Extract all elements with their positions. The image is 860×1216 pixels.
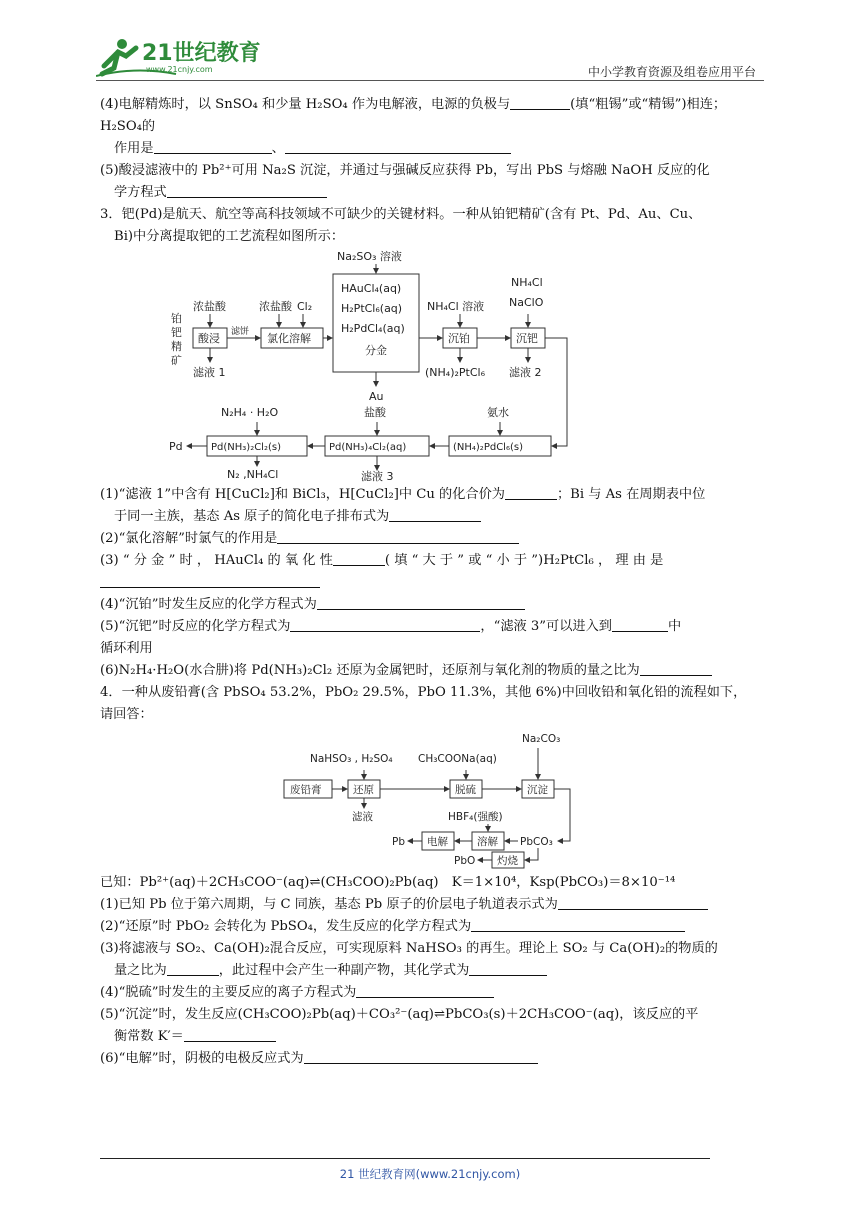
page-content <box>100 94 764 1070</box>
q4-part3: (3)将滤液与 SO₂、Ca(OH)₂混合反应，可实现原料 NaHSO₃ 的再生。理论上 SO₂ 与 Ca(OH)₂的物质的 <box>100 941 718 956</box>
q4-part1: (1)已知 Pb 位于第六周期，与 C 同族，基态 Pb 原子的价层电子轨道表示式为 <box>100 894 764 916</box>
q3-intro: 3．钯(Pd)是航天、航空等高科技领域不可缺少的关键材料。一种从铂钯精矿(含有 Pt、Pd、Au、Cu、 <box>100 207 702 222</box>
pd-label: Pd <box>169 440 183 453</box>
pd-nh3-4-label: Pd(NH₃)₄Cl₂(aq) <box>329 442 407 453</box>
header-divider <box>96 80 764 81</box>
q3-part1: (1)“滤液 1”中含有 H[CuCl₂]和 BiCl₃，H[CuCl₂]中 Cu 的化合价为 ；Bi 与 As 在周期表中位 <box>100 487 706 502</box>
filter-cake-label: 滤饼 <box>231 327 250 337</box>
q3-part1-cont: 于同一主族，基态 As 原子的简化电子排布式为 <box>100 506 764 528</box>
q4-intro: 4．一种从废铅膏(含 PbSO₄ 53.2%，PbO₂ 29.5%，PbO 11.3%，其他 6%)中回收铅和氧化铅的流程如下， <box>100 685 747 700</box>
hauCl4-label: HAuCl₄(aq) <box>341 282 402 295</box>
q3-part2: (2)“氯化溶解”时氯气的作用是 <box>100 528 764 550</box>
reagents1-label: NaHSO₃ , H₂SO₄ <box>310 753 393 765</box>
pbo-label: PbO <box>454 855 476 867</box>
ore-char-3: 精 <box>171 340 182 353</box>
electrolysis-label: 电解 <box>427 836 448 848</box>
q4-part5: (5)“沉淀”时，发生反应(CH₃COO)₂Pb(aq)＋CO₃²⁻(aq)⇌PbCO₃(s)＋2CH₃COO⁻(aq)，该反应的平 <box>100 1007 699 1022</box>
h2pdcl4-label: H₂PdCl₄(aq) <box>341 322 405 335</box>
q3-part4: (4)“沉铂”时发生反应的化学方程式为 <box>100 594 764 616</box>
hydrazine-label: N₂H₄ · H₂O <box>221 406 279 419</box>
q3-part5: (5)“沉钯”时反应的化学方程式为 ，“滤液 3”可以进入到 中 <box>100 619 682 634</box>
q4-intro-cont: 请回答： <box>100 707 153 722</box>
reduce-label: 还原 <box>353 784 374 796</box>
q3-part6: (6)N₂H₄·H₂O(水合肼)将 Pd(NH₃)₂Cl₂ 还原为金属钯时，还原剂与氧化剂的物质的量之比为 <box>100 660 764 682</box>
q4-part2: (2)“还原”时 PbO₂ 会转化为 PbSO₄，发生反应的化学方程式为 <box>100 916 764 938</box>
q4-part3-cont: 量之比为 ，此过程中会产生一种副产物，其化学式为 <box>100 960 764 982</box>
gold-sep-label: 分金 <box>365 344 387 357</box>
n2-nh4cl-label: N₂ ,NH₄Cl <box>227 468 279 481</box>
q4-known: 已知：Pb²⁺(aq)＋2CH₃COO⁻(aq)⇌(CH₃COO)₂Pb(aq) K＝1×10⁴，Ksp(PbCO₃)＝8×10⁻¹⁴ <box>100 875 676 890</box>
ore-char-2: 钯 <box>171 326 182 339</box>
pd-precip-label: 沉钯 <box>516 332 538 345</box>
cl2-label: Cl₂ <box>297 300 313 313</box>
runner-logo-icon <box>96 36 266 80</box>
na2co3-label: Na₂CO₃ <box>522 733 561 745</box>
footer-divider <box>100 1158 710 1159</box>
q2-part4-cont: 作用是 、 <box>100 138 764 160</box>
pt-precip-label: 沉铂 <box>448 332 470 345</box>
q4-part4: (4)“脱硫”时发生的主要反应的离子方程式为 <box>100 982 764 1004</box>
acid-leach-label: 酸浸 <box>198 332 220 345</box>
ch3coona-label: CH₃COONa(aq) <box>418 753 497 765</box>
header-platform-name: 中小学教育资源及组卷应用平台 <box>587 65 756 79</box>
footer-text: 21 世纪教育网(www.21cnjy.com) <box>339 1167 521 1181</box>
q4-part5-cont: 衡常数 K′＝ <box>100 1026 764 1048</box>
ore-char-1: 铂 <box>171 312 182 325</box>
waste-label: 废铅膏 <box>290 784 322 796</box>
conc-hcl-2-label: 浓盐酸 <box>259 300 292 313</box>
pd-nh3-2-label: Pd(NH₃)₂Cl₂(s) <box>211 442 281 453</box>
pb-label: Pb <box>392 836 405 848</box>
hcl-label: 盐酸 <box>364 406 386 419</box>
site-logo <box>96 36 266 84</box>
au-label: Au <box>369 390 384 403</box>
logo-url: www.21cnjy.com <box>146 65 213 74</box>
q2-part5-cont: 学方程式 <box>100 182 764 204</box>
dissolve-label: 溶解 <box>477 836 498 848</box>
q3-intro-cont: Bi)中分离提取钯的工艺流程如图所示： <box>114 229 345 244</box>
lead-recovery-flowchart <box>282 728 582 870</box>
precip-label: 沉淀 <box>527 784 548 796</box>
h2ptcl6-label: H₂PtCl₆(aq) <box>341 302 403 315</box>
filtrate2-label: 滤液 2 <box>509 366 542 379</box>
nh4-pdcl6-label: (NH₄)₂PdCl₆(s) <box>453 442 523 453</box>
ore-char-4: 矿 <box>171 354 182 367</box>
nh4cl-label: NH₄Cl <box>511 276 543 289</box>
calcine-label: 灼烧 <box>497 855 518 867</box>
q3-part3-cont <box>100 572 764 594</box>
logo-text: 21世纪教育 <box>142 41 261 66</box>
filtrate1-label: 滤液 1 <box>193 366 226 379</box>
nh4cl-solution-label: NH₄Cl 溶液 <box>427 300 485 313</box>
na2so3-label: Na₂SO₃ 溶液 <box>337 250 402 263</box>
naclo-label: NaClO <box>509 296 544 309</box>
q2-part5: (5)酸浸滤液中的 Pb²⁺可用 Na₂S 沉淀，并通过与强碱反应获得 Pb，写出 PbS 与熔融 NaOH 反应的化 <box>100 163 710 178</box>
filtrate-label: 滤液 <box>352 811 373 823</box>
pbco3-label: PbCO₃ <box>520 836 553 848</box>
palladium-process-flowchart <box>157 250 707 482</box>
nh4-ptcl6-label: (NH₄)₂PtCl₆ <box>425 366 485 379</box>
desulf-label: 脱硫 <box>455 784 476 796</box>
chlorination-label: 氯化溶解 <box>267 332 311 345</box>
q2-part4: (4)电解精炼时，以 SnSO₄ 和少量 H₂SO₄ 作为电解液，电源的负极与 (填“粗锡”或“精锡”)相连；H₂SO₄的 <box>100 97 727 134</box>
q4-part6: (6)“电解”时，阴极的电极反应式为 <box>100 1048 764 1070</box>
filtrate3-label: 滤液 3 <box>361 470 394 482</box>
hbf4-label: HBF₄(强酸) <box>448 811 503 823</box>
conc-hcl-1-label: 浓盐酸 <box>193 300 226 313</box>
q3-part5-cont: 循环利用 <box>100 641 153 656</box>
ammonia-label: 氨水 <box>487 406 509 419</box>
q3-part3: (3) “ 分 金 ” 时 ， HAuCl₄ 的 氧 化 性 ( 填 “ 大 于 ” 或 “ 小 于 ”)H₂PtCl₆ ， 理 由 是 <box>100 553 664 568</box>
